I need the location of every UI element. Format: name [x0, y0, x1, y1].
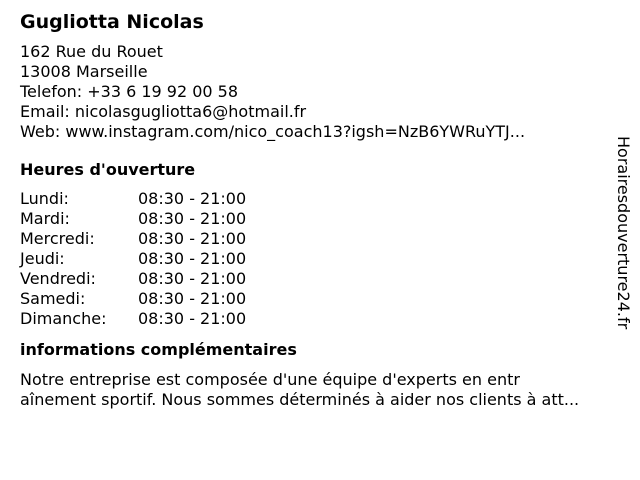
hours-title: Heures d'ouverture [20, 160, 196, 179]
day-label: Mardi: [20, 209, 70, 228]
business-info [20, 10, 610, 410]
info-text-line1: Notre entreprise est composée d'une équipe d'experts en entr [20, 370, 520, 389]
info-title: informations complémentaires [20, 340, 297, 359]
day-time: 08:30 - 21:00 [138, 209, 247, 228]
web-link[interactable]: Web: www.instagram.com/nico_coach13?igsh=NzB6YWRuYTJ... [20, 122, 526, 141]
business-name: Gugliotta Nicolas [20, 11, 204, 33]
hours-table [20, 189, 610, 329]
day-time: 08:30 - 21:00 [138, 249, 247, 268]
info-text-line2: aînement sportif. Nous sommes déterminés à aider nos clients à att... [20, 390, 580, 409]
day-label: Samedi: [20, 289, 86, 308]
day-time: 08:30 - 21:00 [138, 309, 247, 328]
day-label: Vendredi: [20, 269, 96, 288]
hours-row [20, 249, 610, 269]
address-line2: 13008 Marseille [20, 62, 148, 81]
day-label: Lundi: [20, 189, 69, 208]
day-label: Dimanche: [20, 309, 107, 328]
address-line1: 162 Rue du Rouet [20, 42, 163, 61]
hours-row [20, 229, 610, 249]
day-label: Mercredi: [20, 229, 95, 248]
phone-line: Telefon: +33 6 19 92 00 58 [20, 82, 239, 101]
day-time: 08:30 - 21:00 [138, 229, 247, 248]
day-time: 08:30 - 21:00 [138, 189, 247, 208]
hours-row [20, 189, 610, 209]
day-time: 08:30 - 21:00 [138, 269, 247, 288]
hours-row [20, 209, 610, 229]
email-line: Email: nicolasgugliotta6@hotmail.fr [20, 102, 307, 121]
hours-row [20, 289, 610, 309]
brand-watermark: Horairesdouverture24.fr [614, 136, 633, 330]
hours-row [20, 309, 610, 329]
hours-row [20, 269, 610, 289]
day-time: 08:30 - 21:00 [138, 289, 247, 308]
day-label: Jeudi: [20, 249, 65, 268]
